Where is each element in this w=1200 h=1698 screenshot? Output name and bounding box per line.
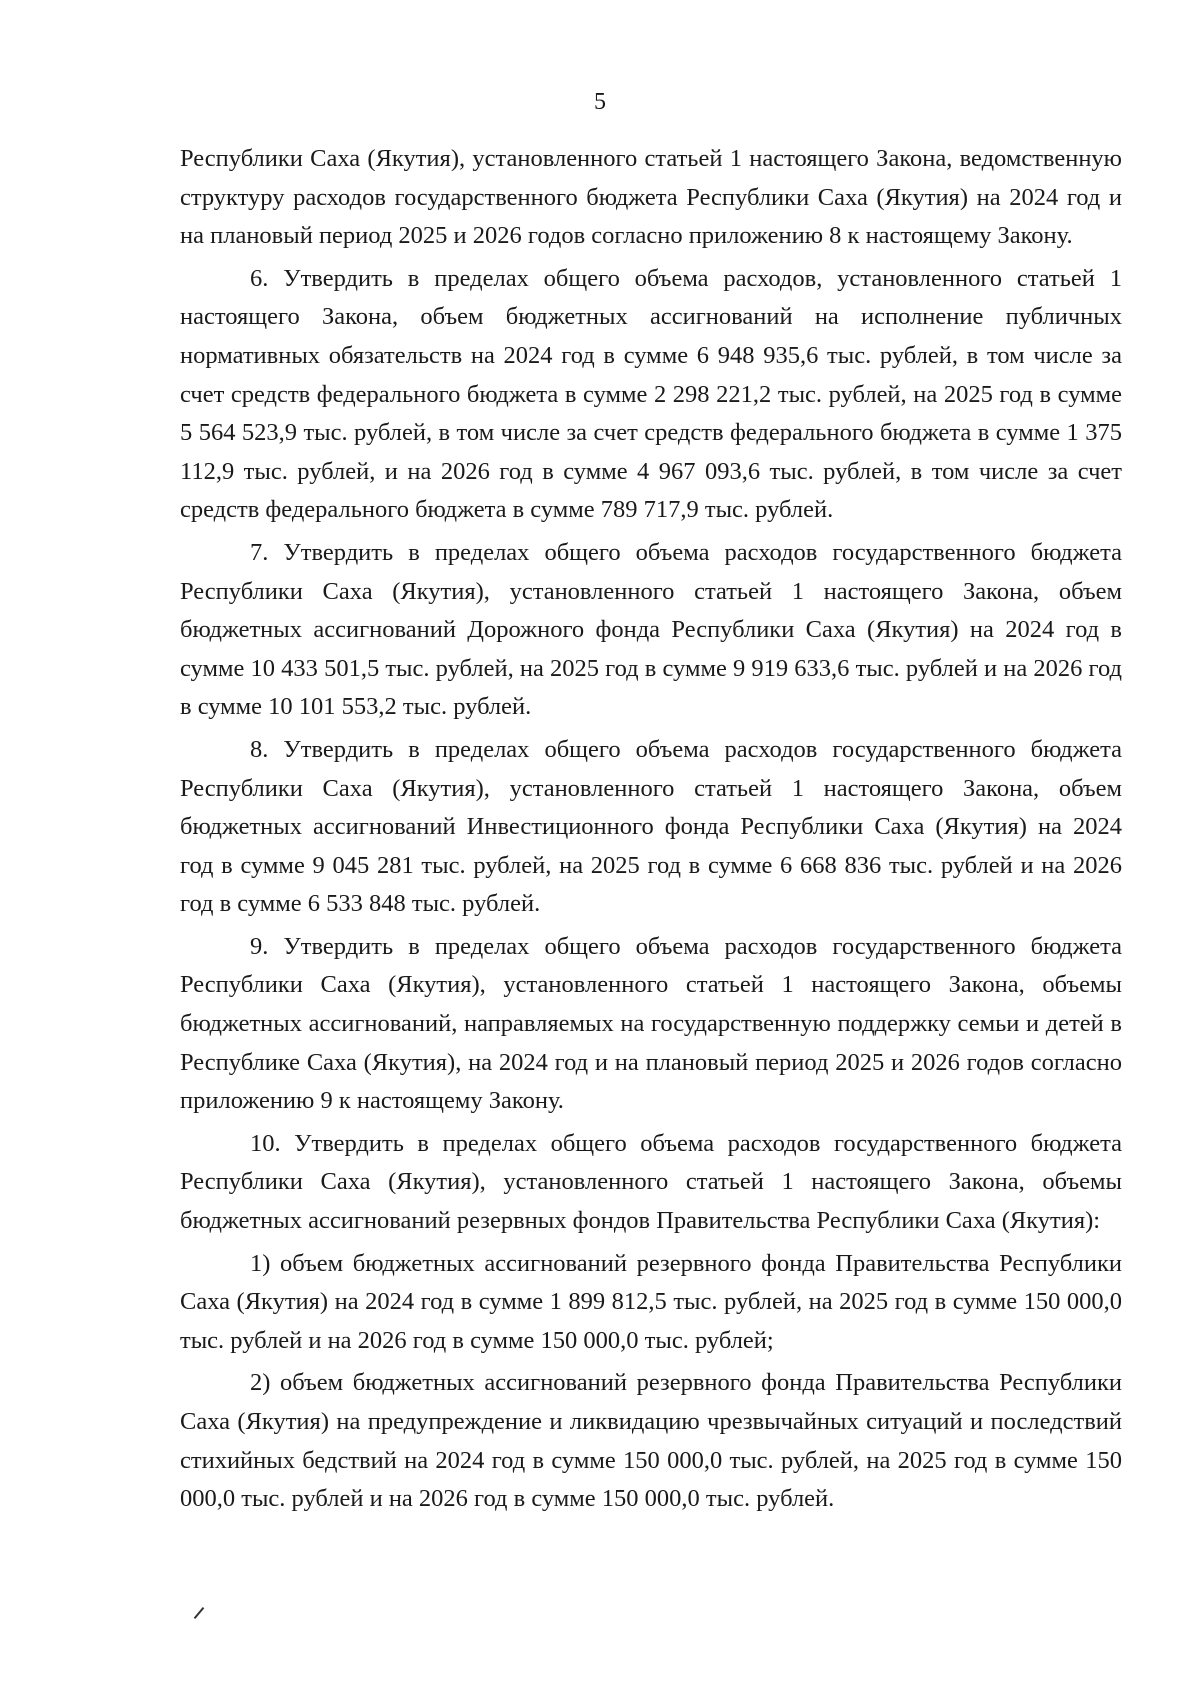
scan-mark: [194, 1607, 205, 1619]
paragraph-item-6: 6. Утвердить в пределах общего объема расходов, установленного статьей 1 настоящего Закона, объем бюджетных ассигнований на исполнение публичных нормативных обязательств на 2024 год в сумме 6 948 935,6 тыс. рублей, в том числе за счет средств федерального бюджета в сумме 2 298 221,2 тыс. рублей, на 2025 год в сумме 5 564 523,9 тыс. рублей, в том числе за счет средств федерального бюджета в сумме 1 375 112,9 тыс. рублей, и на 2026 год в сумме 4 967 093,6 тыс. рублей, в том числе за счет средств федерального бюджета в сумме 789 717,9 тыс. рублей.: [180, 264, 1122, 524]
page-number: 5: [594, 89, 606, 115]
paragraph-item-7: 7. Утвердить в пределах общего объема расходов государственного бюджета Республики Саха (Якутия), установленного статьей 1 настоящего Закона, объем бюджетных ассигнований Дорожного фонда Республики Саха (Якутия) на 2024 год в сумме 10 433 501,5 тыс. рублей, на 2025 год в сумме 9 919 633,6 тыс. рублей и на 2026 год в сумме 10 101 553,2 тыс. рублей.: [180, 538, 1122, 721]
paragraph-item-9: 9. Утвердить в пределах общего объема расходов государственного бюджета Республики Саха (Якутия), установленного статьей 1 настоящего Закона, объемы бюджетных ассигнований, направляемых на государственную поддержку семьи и детей в Республике Саха (Якутия), на 2024 год и на плановый период 2025 и 2026 годов согласно приложению 9 к настоящему Закону.: [180, 932, 1122, 1115]
paragraph-item-8: 8. Утвердить в пределах общего объема расходов государственного бюджета Республики Саха (Якутия), установленного статьей 1 настоящего Закона, объем бюджетных ассигнований Инвестиционного фонда Республики Саха (Якутия) на 2024 год в сумме 9 045 281 тыс. рублей, на 2025 год в сумме 6 668 836 тыс. рублей и на 2026 год в сумме 6 533 848 тыс. рублей.: [180, 735, 1122, 918]
paragraph-subitem-1: 1) объем бюджетных ассигнований резервного фонда Правительства Республики Саха (Якутия) на 2024 год в сумме 1 899 812,5 тыс. рублей, на 2025 год в сумме 150 000,0 тыс. рублей и на 2026 год в сумме 150 000,0 тыс. рублей;: [180, 1249, 1122, 1354]
document-body: [180, 140, 1122, 1523]
paragraph-item-10: 10. Утвердить в пределах общего объема расходов государственного бюджета Республики Саха (Якутия), установленного статьей 1 настоящего Закона, объемы бюджетных ассигнований резервных фондов Правительства Республики Саха (Якутия):: [180, 1129, 1122, 1235]
paragraph-continuation: Республики Саха (Якутия), установленного статьей 1 настоящего Закона, ведомственную структуру расходов государственного бюджета Республики Саха (Якутия) на 2024 год и на плановый период 2025 и 2026 годов согласно приложению 8 к настоящему Закону.: [180, 145, 1122, 250]
paragraph-subitem-2: 2) объем бюджетных ассигнований резервного фонда Правительства Республики Саха (Якутия) на предупреждение и ликвидацию чрезвычайных ситуаций и последствий стихийных бедствий на 2024 год в сумме 150 000,0 тыс. рублей, на 2025 год в сумме 150 000,0 тыс. рублей и на 2026 год в сумме 150 000,0 тыс. рублей.: [180, 1369, 1122, 1513]
